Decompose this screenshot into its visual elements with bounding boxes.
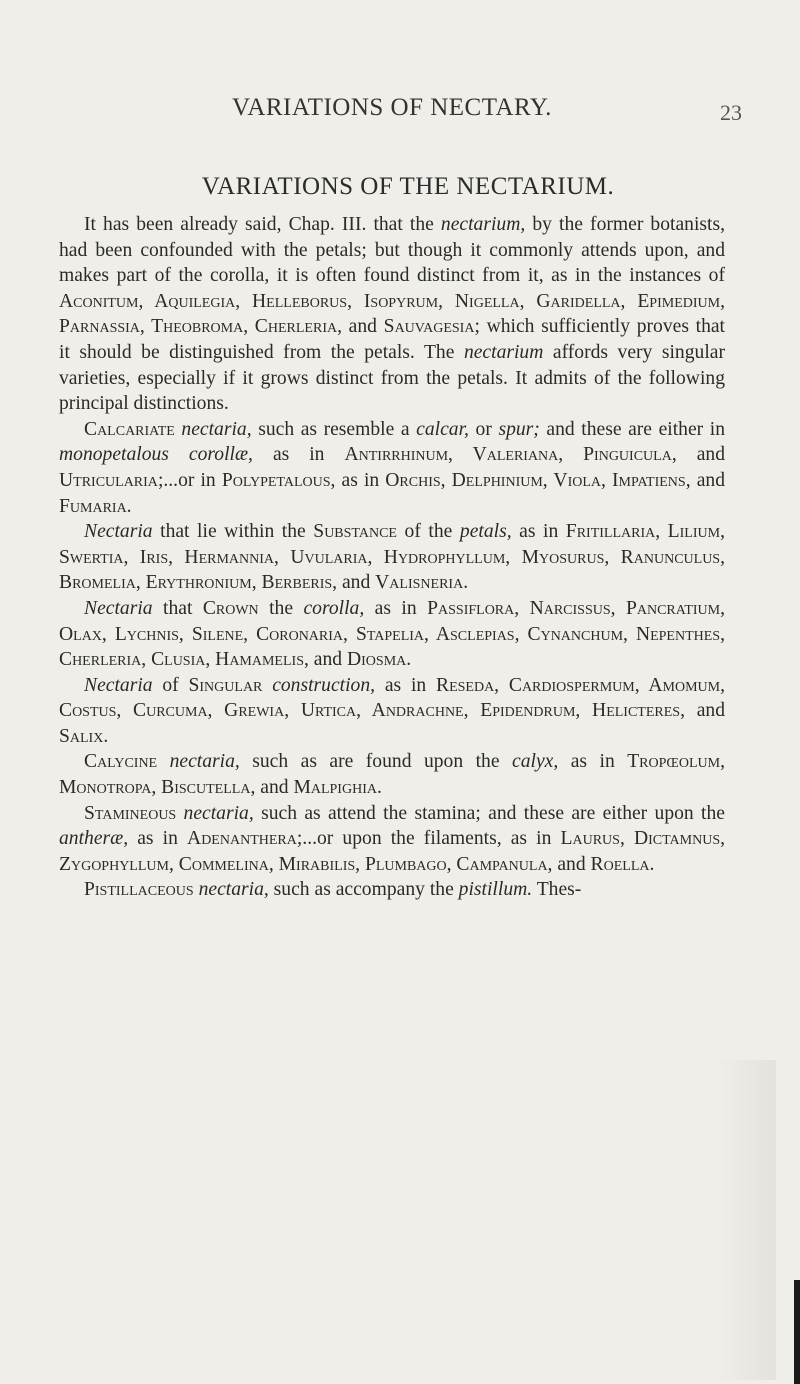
term-italic: monopetalous corollæ, [59, 444, 253, 466]
genus-name: Fumaria. [59, 495, 132, 517]
text-run: Thes- [532, 879, 582, 901]
genus-list: Tropœolum, Monotropa, Biscutella, [59, 751, 725, 799]
body-text [59, 212, 725, 903]
text-run: such as are found upon the [239, 751, 513, 773]
term-italic: nectarium [463, 341, 544, 363]
text-run: that lie within the [152, 521, 314, 543]
term-italic: antheræ, [59, 828, 129, 850]
text-run: or [468, 418, 499, 440]
category-label: Stamineous [84, 802, 177, 824]
term-italic: Nectaria [84, 674, 153, 696]
term-italic: calcar, [416, 418, 469, 440]
paragraph-crown [59, 596, 725, 673]
genus-list: Antirrhinum, Valeriana, Pinguicula, [344, 444, 677, 466]
term-italic: Nectaria [84, 597, 153, 619]
text-run: that [152, 597, 203, 619]
page-number: 23 [720, 100, 742, 125]
genus-name: Diosma. [346, 649, 412, 671]
genus-list: Fritillaria, Lilium, Swertia, Iris, Hermannia, Uvularia, Hydrophyllum, Myosurus, Ranunculus, Bromelia, Erythronium, Berberis, [59, 521, 725, 594]
text-run: as in [335, 469, 386, 491]
term-italic: petals, [459, 521, 512, 543]
term-italic: nectaria, [198, 879, 269, 901]
text-run: and [308, 649, 347, 671]
text-run: ; which sufficiently proves that it should be distinguished from the petals. The [59, 316, 726, 363]
text-run: as in [558, 751, 628, 773]
page-shadow [716, 1060, 776, 1380]
category-label: Calcariate [84, 418, 175, 440]
running-head [0, 94, 800, 134]
genus-list: Orchis, Delphinium, Viola, Impatiens, [385, 469, 691, 491]
term-italic: nectarium, [440, 214, 526, 235]
text-run: and [255, 777, 294, 799]
text-run [157, 751, 169, 772]
genus-name: Utricularia [59, 469, 158, 491]
paragraph-substance [59, 519, 725, 596]
term-italic: pistillum. [458, 879, 533, 901]
text-run: and [342, 316, 384, 338]
paragraph-calcariate [59, 417, 725, 519]
term-italic: nectaria, [169, 751, 240, 773]
text-run: the [258, 597, 304, 619]
genus-name: Adenanthera [187, 828, 297, 850]
text-run: and [337, 572, 376, 594]
term-italic: calyx, [512, 751, 559, 773]
term-italic: construction, [272, 674, 376, 696]
category-label: Substance [313, 521, 397, 543]
text-run: and these are either in [539, 418, 725, 440]
genus-name: Valisneria. [375, 572, 469, 594]
text-run: of the [396, 521, 460, 543]
text-run: ;...or upon the filaments, as in [296, 828, 561, 850]
genus-list: Laurus, Dictamnus, Zygophyllum, Commelina, Mirabilis, Plumbago, Campanula, [59, 828, 725, 875]
text-run: and [690, 469, 725, 491]
genus-list: Aconitum, Aquilegia, Helleborus, Isopyrum, Nigella, Garidella, Epimedium, Parnassia, Theobroma, Cherleria, [59, 290, 725, 338]
text-run: and [552, 853, 591, 875]
text-run [262, 675, 272, 696]
text-run: as in [375, 674, 436, 696]
term-italic: spur; [498, 418, 540, 440]
genus-name: Roella. [590, 853, 655, 875]
text-run: of [152, 674, 189, 696]
paragraph-calycine [59, 749, 725, 800]
text-run: as in [128, 828, 188, 850]
page-edge [794, 1280, 800, 1384]
text-run: such as accompany the [268, 879, 459, 901]
term-italic: nectaria, [183, 802, 254, 824]
section-title: VARIATIONS OF THE NECTARIUM. [201, 173, 615, 200]
genus-name: Salix. [59, 725, 109, 747]
text-run: such as resemble a [251, 418, 417, 440]
category-label: Singular [188, 674, 263, 696]
genus-name: Sauvagesia [383, 316, 475, 338]
text-run: as in [511, 521, 566, 543]
running-title: VARIATIONS OF NECTARY. [232, 94, 552, 121]
text-run: as in [252, 444, 345, 466]
text-run: affords very singular varieties, especially if it grows distinct from the petals. It admits of the following principal distinctions. [59, 341, 725, 415]
category-label: Polypetalous, [221, 469, 336, 491]
paragraph-pistillaceous [59, 877, 725, 903]
genus-list: Passiflora, Narcissus, Pancratium, Olax, Lychnis, Silene, Coronaria, Stapelia, Asclepias, Cynanchum, Nepenthes, Cherleria, Clusia, Hamamelis, [59, 597, 725, 671]
text-run: and [684, 700, 725, 722]
text-run: ;...or in [157, 469, 222, 491]
category-label: Crown [202, 597, 259, 619]
genus-list: Reseda, Cardiospermum, Amomum, Costus, Curcuma, Grewia, Urtica, Andrachne, Epidendrum, Helicteres, [59, 674, 725, 722]
text-run: such as attend the stamina; and these are either upon the [253, 802, 725, 824]
paragraph-stamineous [59, 801, 725, 878]
term-italic: nectaria, [181, 418, 252, 440]
paragraph-singular [59, 673, 725, 750]
category-label: Calycine [84, 751, 158, 773]
paragraph-intro [59, 212, 725, 417]
text-run: It has been already said, Chap. III. that the [84, 214, 441, 235]
text-run: and [676, 444, 725, 466]
text-run: by the former botanists, had been confounded with the petals; but though it commonly attends upon, and makes part of the corolla, it is often found distinct from it, as in the instances of [59, 214, 725, 287]
text-run [176, 803, 183, 824]
term-italic: Nectaria [84, 521, 153, 543]
category-label: Pistillaceous [84, 879, 194, 901]
text-run: as in [364, 597, 428, 619]
term-italic: corolla, [303, 597, 365, 619]
genus-name: Malpighia. [293, 777, 382, 799]
